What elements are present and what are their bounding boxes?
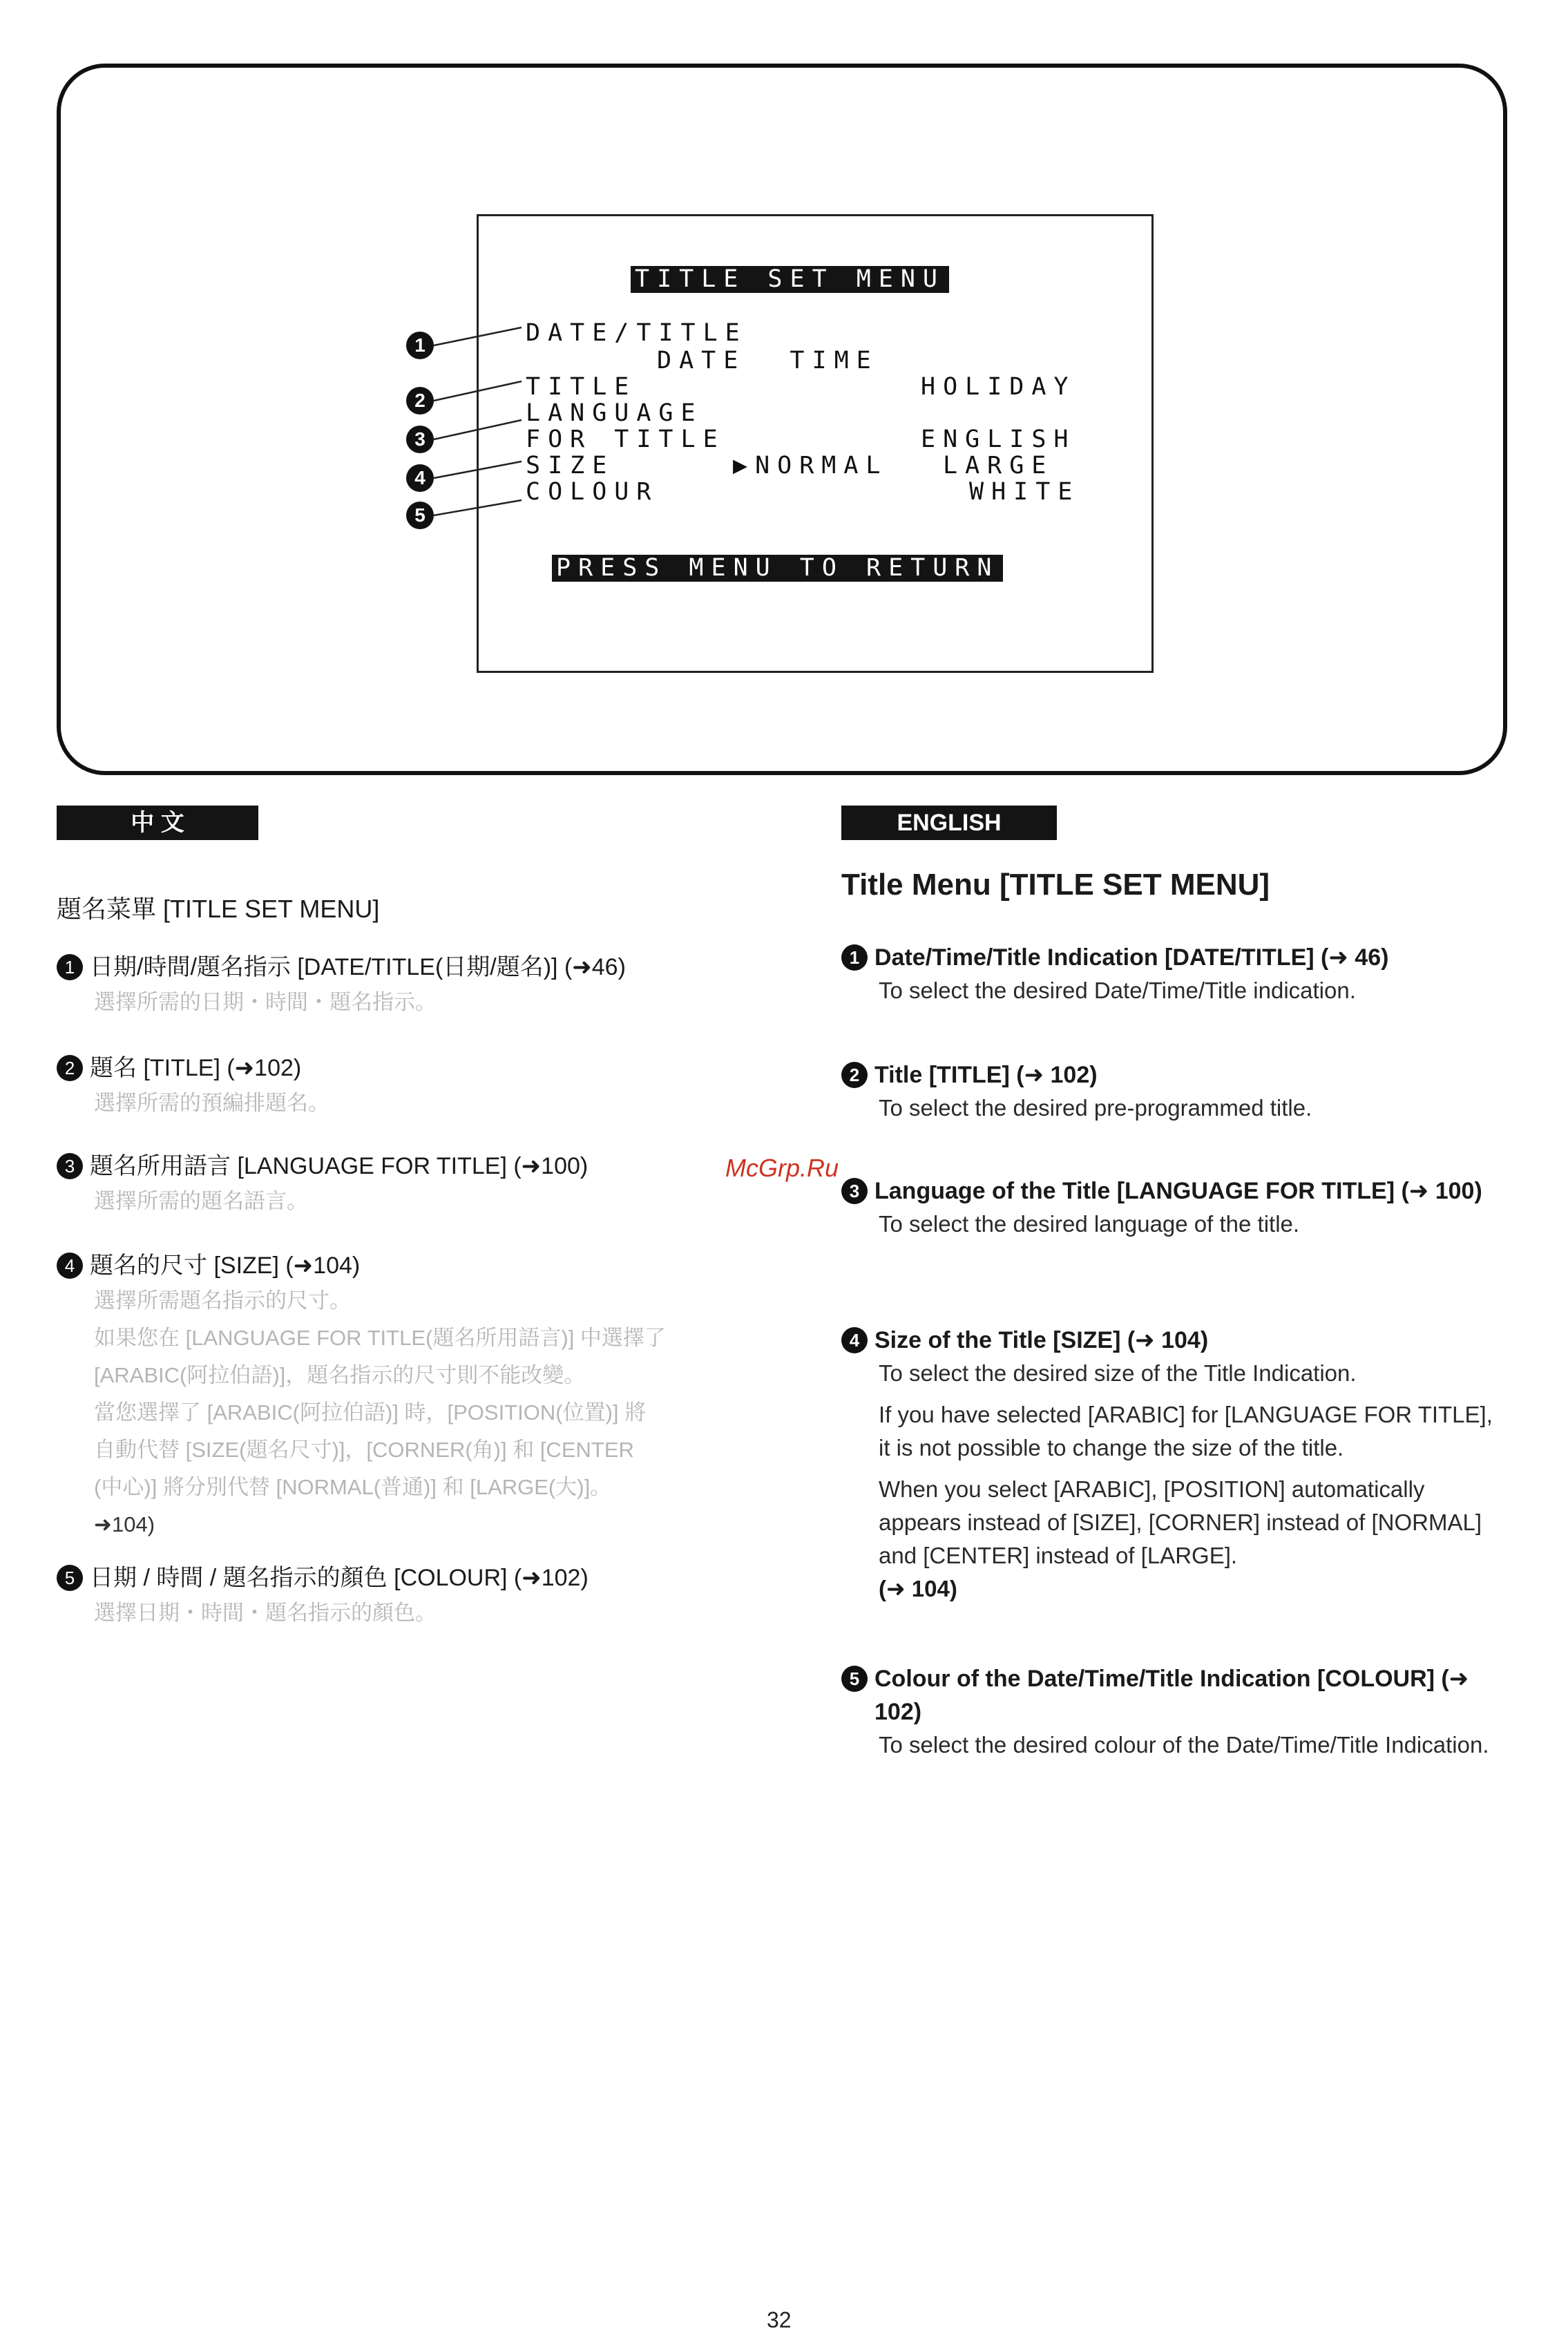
chinese-line: 如果您在 [LANGUAGE FOR TITLE(題名所用語言)] 中選擇了 bbox=[94, 1326, 666, 1350]
watermark: McGrp.Ru bbox=[725, 1154, 839, 1182]
chinese-line: 當您選擇了 [ARABIC(阿拉伯語)] 時，[POSITION(位置)] 將 bbox=[94, 1400, 647, 1425]
item-number-badge: 5 bbox=[841, 1666, 868, 1692]
chinese-item-body: 選擇日期・時間・題名指示的顏色。 bbox=[94, 1601, 437, 1625]
menu-row-colour-label: COLOUR bbox=[526, 478, 659, 506]
chinese-item-4 bbox=[57, 1249, 747, 1543]
english-paragraph: To select the desired size of the Title Indication. bbox=[879, 1360, 1357, 1386]
english-paragraph: To select the desired colour of the Date/Time/Title Indication. bbox=[879, 1732, 1489, 1758]
english-item-heading: Language of the Title [LANGUAGE FOR TITLE] (➜ 100) bbox=[874, 1178, 1482, 1204]
item-number-badge: 2 bbox=[841, 1062, 868, 1088]
english-item-heading: Date/Time/Title Indication [DATE/TITLE] (➜ 46) bbox=[874, 944, 1389, 971]
chinese-section-header: 中 文 bbox=[57, 806, 258, 840]
item-number-badge: 1 bbox=[841, 944, 868, 971]
page-number: 32 bbox=[767, 2307, 792, 2332]
chinese-item-heading: 日期/時間/題名指示 [DATE/TITLE(日期/題名)] (➜46) bbox=[90, 954, 626, 980]
item-number-badge: 3 bbox=[841, 1178, 868, 1204]
chinese-line: (中心)] 將分別代替 [NORMAL(普通)] 和 [LARGE(大)]。 bbox=[94, 1475, 612, 1499]
english-paragraph: To select the desired Date/Time/Title indication. bbox=[879, 978, 1356, 1003]
callout-5: 5 bbox=[406, 502, 434, 529]
english-item-body bbox=[841, 974, 1504, 1007]
callout-2: 2 bbox=[406, 387, 434, 415]
callout-3: 3 bbox=[406, 426, 434, 453]
english-paragraph: To select the desired language of the title. bbox=[879, 1211, 1300, 1237]
item-number-badge: 5 bbox=[57, 1565, 83, 1591]
menu-row-language-label: LANGUAGE bbox=[526, 399, 703, 427]
menu-row-size-option-normal: ▶NORMAL bbox=[733, 452, 888, 479]
callout-4: 4 bbox=[406, 464, 434, 492]
chinese-item-1 bbox=[57, 951, 747, 1021]
menu-row-language-value: ENGLISH bbox=[921, 426, 1076, 453]
english-paragraph: To select the desired pre-programmed title. bbox=[879, 1095, 1312, 1121]
english-item-heading: Title [TITLE] (➜ 102) bbox=[874, 1062, 1098, 1088]
item-number-badge: 2 bbox=[57, 1055, 83, 1081]
menu-title: TITLE SET MENU bbox=[631, 266, 949, 293]
item-number-badge: 4 bbox=[841, 1327, 868, 1353]
menu-row-size-option-large: LARGE bbox=[943, 452, 1054, 479]
chinese-item-3 bbox=[57, 1150, 747, 1220]
english-item-body bbox=[841, 1357, 1504, 1606]
english-item-heading: Size of the Title [SIZE] (➜ 104) bbox=[874, 1327, 1209, 1353]
menu-row-title-label: TITLE bbox=[526, 373, 637, 401]
menu-row-size-label: SIZE bbox=[526, 452, 615, 479]
chinese-item-2 bbox=[57, 1051, 747, 1122]
english-reference: (➜ 104) bbox=[879, 1576, 957, 1601]
menu-row-date-title-sub: DATE TIME bbox=[657, 347, 879, 374]
english-paragraph: If you have selected [ARABIC] for [LANGUAGE FOR TITLE], it is not possible to change the size of the title. bbox=[879, 1402, 1493, 1460]
english-item-body bbox=[841, 1092, 1504, 1125]
item-number-badge: 1 bbox=[57, 954, 83, 980]
english-item-body bbox=[841, 1729, 1504, 1762]
chinese-item-body: 選擇所需的題名語言。 bbox=[94, 1189, 308, 1213]
menu-row-title-value: HOLIDAY bbox=[921, 373, 1076, 401]
menu-row-date-title-label: DATE/TITLE bbox=[526, 319, 747, 347]
english-item-4 bbox=[841, 1324, 1504, 1614]
english-item-heading: Colour of the Date/Time/Title Indication [COLOUR] (➜ 102) bbox=[874, 1666, 1469, 1725]
chinese-item-5 bbox=[57, 1561, 747, 1632]
chinese-item-heading: 日期 / 時間 / 題名指示的顏色 [COLOUR] (➜102) bbox=[90, 1565, 589, 1591]
english-item-1 bbox=[841, 941, 1504, 1016]
chinese-item-heading: 題名 [TITLE] (➜102) bbox=[90, 1055, 302, 1081]
tv-screen bbox=[477, 214, 1154, 673]
chinese-line: 自動代替 [SIZE(題名尺寸)]，[CORNER(角)] 和 [CENTER bbox=[94, 1438, 634, 1462]
chinese-line: [ARABIC(阿拉伯語)]，題名指示的尺寸則不能改變。 bbox=[94, 1363, 586, 1387]
chinese-line: ➜104) bbox=[94, 1512, 155, 1536]
chinese-item-body: 選擇所需的預編排題名。 bbox=[94, 1091, 329, 1115]
item-number-badge: 4 bbox=[57, 1253, 83, 1279]
chinese-item-heading: 題名的尺寸 [SIZE] (➜104) bbox=[90, 1253, 361, 1279]
item-number-badge: 3 bbox=[57, 1153, 83, 1179]
chinese-line: 選擇所需題名指示的尺寸。 bbox=[94, 1288, 351, 1313]
english-item-3 bbox=[841, 1174, 1504, 1249]
chinese-item-heading: 題名所用語言 [LANGUAGE FOR TITLE] (➜100) bbox=[90, 1153, 589, 1179]
english-title: Title Menu [TITLE SET MENU] bbox=[841, 868, 1270, 902]
english-paragraph: When you select [ARABIC], [POSITION] automatically appears instead of [SIZE], [CORNER] instead of [NORMAL] and [CENTER] instead of [LARGE]. bbox=[879, 1476, 1482, 1568]
chinese-title: 題名菜單 [TITLE SET MENU] bbox=[57, 895, 380, 923]
english-item-body bbox=[841, 1208, 1504, 1241]
chinese-item-body: 選擇所需的日期・時間・題名指示。 bbox=[94, 990, 437, 1014]
callout-1: 1 bbox=[406, 332, 434, 359]
menu-row-colour-value: WHITE bbox=[969, 478, 1080, 506]
chinese-item-body bbox=[57, 1282, 747, 1543]
english-item-5 bbox=[841, 1662, 1504, 1770]
menu-footer: PRESS MENU TO RETURN bbox=[552, 555, 1003, 582]
english-item-2 bbox=[841, 1058, 1504, 1133]
menu-row-language-label2: FOR TITLE bbox=[526, 426, 725, 453]
english-section-header: ENGLISH bbox=[841, 806, 1057, 840]
